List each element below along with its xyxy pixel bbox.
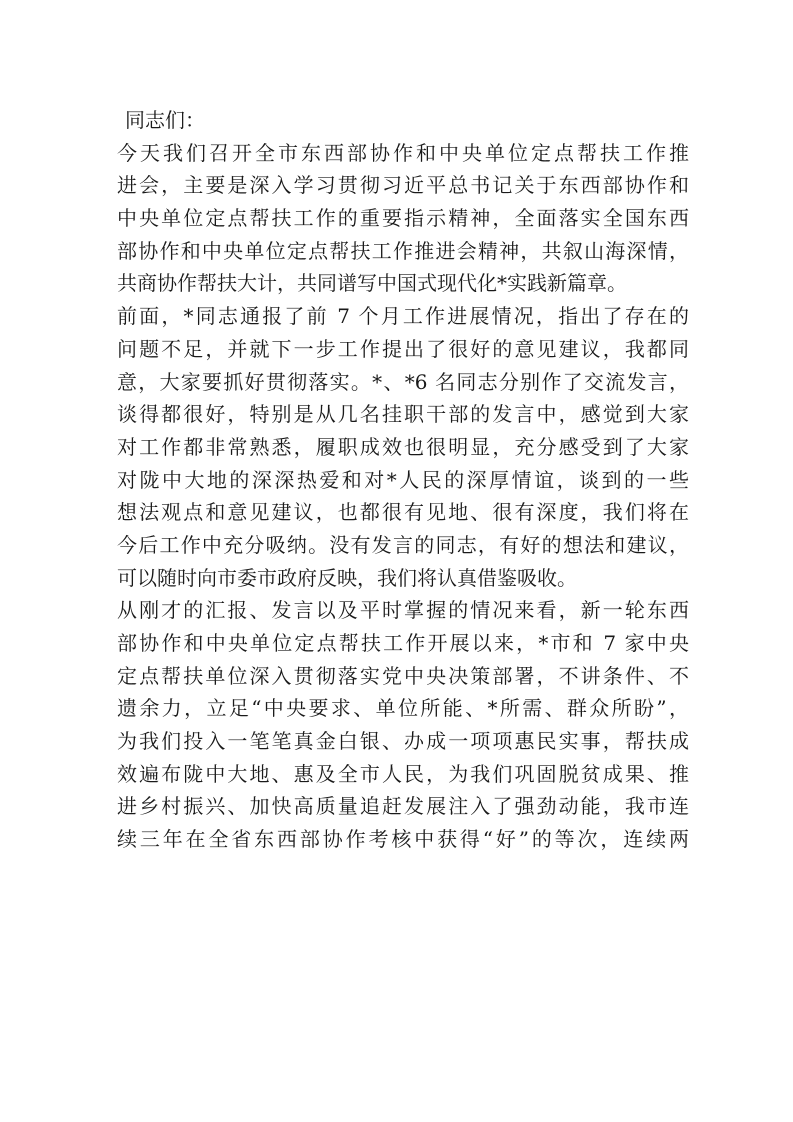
text-line: 问题不足，并就下一步工作提出了很好的意见建议，我都同 (117, 336, 689, 361)
text-line: 续三年在全省东西部协作考核中获得“好”的等次，连续两 (117, 827, 689, 852)
text-line: 效遍布陇中大地、惠及全市人民，为我们巩固脱贫成果、推 (117, 761, 689, 786)
text-line: 进乡村振兴、加快高质量追赶发展注入了强劲动能，我市连 (117, 794, 689, 819)
paragraph-3 (117, 594, 689, 856)
document-body (117, 104, 689, 856)
text-line: 为我们投入一笔笔真金白银、办成一项项惠民实事，帮扶成 (117, 729, 689, 754)
text-line: 定点帮扶单位深入贯彻落实党中央决策部署，不讲条件、不 (117, 663, 689, 688)
text-line: 前面，*同志通报了前 7 个月工作进展情况，指出了存在的 (117, 304, 689, 329)
text-line: 对工作都非常熟悉，履职成效也很明显，充分感受到了大家 (117, 434, 689, 459)
text-line: 谈得都很好，特别是从几名挂职干部的发言中，感觉到大家 (117, 402, 689, 427)
text-line: 遗余力，立足“中央要求、单位所能、*所需、群众所盼”， (117, 696, 689, 721)
text-line: 部协作和中央单位定点帮扶工作开展以来，*市和 7 家中央 (117, 631, 689, 655)
text-line: 想法观点和意见建议，也都很有见地、很有深度，我们将在 (117, 500, 689, 525)
paragraph-1 (117, 137, 689, 300)
text-line: 今后工作中充分吸纳。没有发言的同志，有好的想法和建议， (117, 532, 689, 557)
text-line: 共商协作帮扶大计，共同谱写中国式现代化*实践新篇章。 (117, 271, 627, 296)
salutation: 同志们： (125, 108, 205, 132)
text-line: 进会，主要是深入学习贯彻习近平总书记关于东西部协作和 (117, 173, 689, 198)
text-line: 部协作和中央单位定点帮扶工作推进会精神，共叙山海深情， (117, 238, 689, 263)
text-line: 可以随时向市委市政府反映，我们将认真借鉴吸收。 (117, 565, 577, 590)
text-line: 中央单位定点帮扶工作的重要指示精神，全面落实全国东西 (117, 206, 689, 231)
paragraph-2 (117, 300, 689, 594)
text-line: 从刚才的汇报、发言以及平时掌握的情况来看，新一轮东西 (117, 598, 689, 623)
text-line: 意，大家要抓好贯彻落实。*、*6 名同志分别作了交流发言， (117, 369, 689, 394)
text-line: 对陇中大地的深深热爱和对*人民的深厚情谊，谈到的一些 (117, 467, 689, 492)
text-line: 今天我们召开全市东西部协作和中央单位定点帮扶工作推 (117, 140, 689, 165)
